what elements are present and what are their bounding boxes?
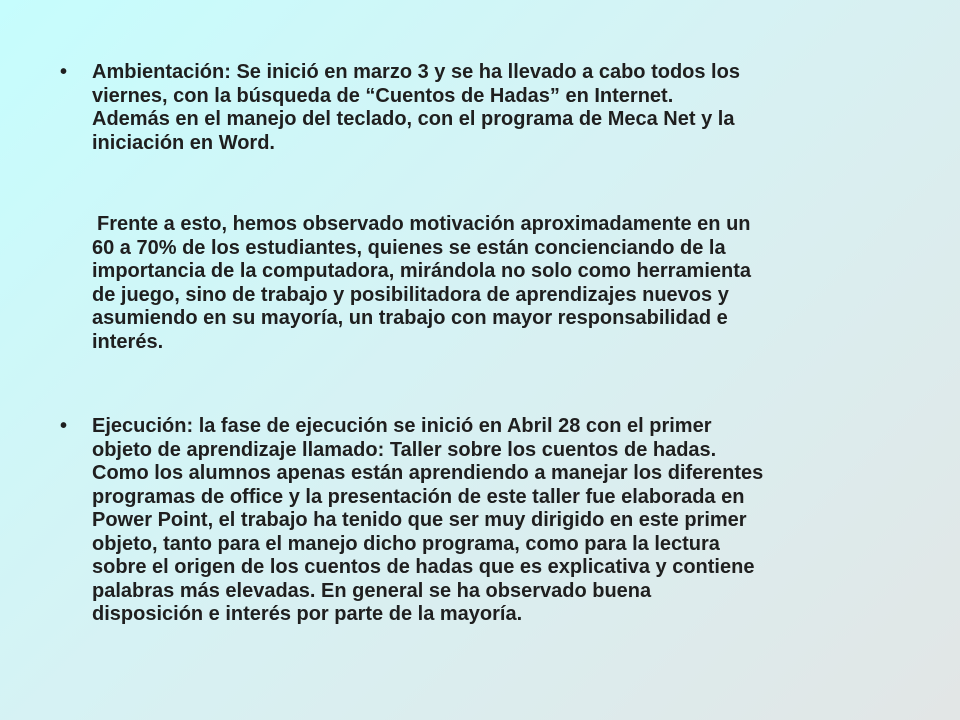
text-line: Ejecución: la fase de ejecución se inició en Abril 28 con el primer: [92, 415, 712, 437]
text-line-indented: [92, 213, 912, 237]
text-line: viernes, con la búsqueda de “Cuentos de Hadas” en Internet.: [92, 84, 674, 107]
bullet-icon: •: [60, 415, 68, 437]
paragraph-frente-a-esto: [92, 213, 912, 354]
text-line: Ambientación: Se inició en marzo 3 y se ha llevado a cabo todos los: [92, 61, 740, 83]
text-line: importancia de la computadora, mirándola no solo como herramienta: [92, 260, 752, 282]
text-line: Como los alumnos apenas están aprendiendo a manejar los diferentes: [92, 462, 764, 484]
text-line: sobre el origen de los cuentos de hadas que es explicativa y contiene: [92, 556, 755, 578]
text-line: iniciación en Word.: [92, 131, 275, 154]
text-line: de juego, sino de trabajo y posibilitadora de aprendizajes nuevos y: [92, 283, 729, 306]
paragraph-ambientacion: [60, 61, 912, 155]
text-line: objeto de aprendizaje llamado: Taller sobre los cuentos de hadas.: [92, 438, 717, 461]
text-line: interés.: [92, 330, 164, 353]
text-line: Además en el manejo del teclado, con el programa de Meca Net y la: [92, 108, 735, 130]
text-line: disposición e interés por parte de la mayoría.: [92, 603, 523, 625]
text-line: asumiendo en su mayoría, un trabajo con mayor responsabilidad e: [92, 307, 728, 329]
bullet-icon: •: [60, 61, 68, 83]
text-line: palabras más elevadas. En general se ha observado buena: [92, 579, 652, 602]
paragraph-ejecucion: [60, 415, 912, 627]
text-line: 60 a 70% de los estudiantes, quienes se están concienciando de la: [92, 236, 726, 259]
text-line: objeto, tanto para el manejo dicho programa, como para la lectura: [92, 532, 720, 555]
text-line: Power Point, el trabajo ha tenido que ser muy dirigido en este primer: [92, 509, 747, 531]
text-line: Frente a esto, hemos observado motivación aproximadamente en un: [97, 213, 751, 235]
text-line: programas de office y la presentación de este taller fue elaborada en: [92, 485, 745, 508]
